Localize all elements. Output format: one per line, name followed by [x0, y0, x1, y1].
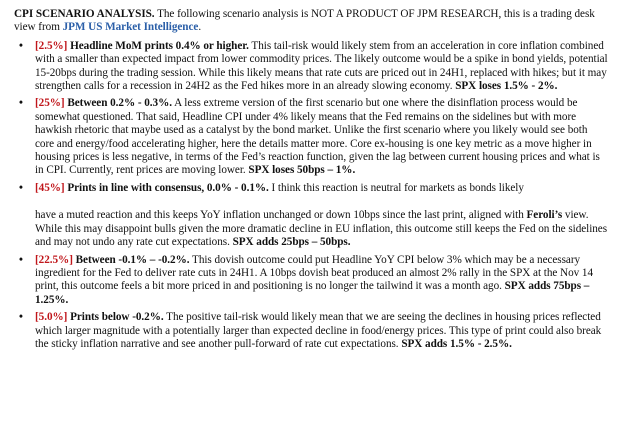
document-header: [14, 8, 608, 35]
scenario-outcome: SPX adds 25bps – 50bps.: [232, 236, 351, 249]
bullet-icon: •: [19, 181, 23, 194]
header-end: .: [198, 21, 202, 34]
scenario-body: This dovish outcome could put Headline YoY CPI below 3% which may be a necessary ingredient for the Fed to deliver rate cuts in 24H1. A 10bps dovish beat produced an almost 2% rally in the SPX at the Nov 14 print, this outcome feels a bit more priced in and positioning is no longer the tailwind it was a month ago.: [35, 253, 593, 293]
scenario-body: I think this reaction is neutral for markets as bonds likely: [268, 181, 524, 194]
bullet-icon: •: [19, 311, 23, 324]
scenario-heading: Prints below -0.2%.: [70, 311, 164, 324]
scenario-probability: [45%]: [35, 181, 65, 194]
scenario-body-continued: [35, 209, 608, 249]
scenario-body-cont-a: have a muted reaction and this keeps YoY inflation unchanged or down 10bps since the last print, aligned with: [35, 209, 527, 222]
scenario-heading: Between -0.1% – -0.2%.: [75, 253, 190, 266]
scenario-item-2: [12, 97, 608, 177]
document-title: CPI SCENARIO ANALYSIS.: [14, 8, 155, 20]
scenario-body: The positive tail-risk would likely mean that we are seeing the declines in housing prices reflected which larger magnitude with a potentially larger than expected decline in food/energy prices. This type of print could also break the sticky inflation narrative and see another pull-forward of rate cut expectations.: [35, 311, 602, 350]
analyst-name: Feroli’s: [526, 209, 563, 222]
bullet-icon: •: [19, 39, 23, 52]
scenario-probability: [5.0%]: [35, 311, 68, 324]
scenario-outcome: SPX adds 1.5% - 2.5%.: [401, 337, 512, 350]
scenario-body: This tail-risk would likely stem from an acceleration in core inflation combined with a smaller than expected impact from lower commodity prices. The likely outcome would be a spike in bond yields, potential 15-20bps during the trading session. While this likely means that rate cuts are priced out in 24H1, replaced with hikes; but it may strengthen calls for a recession in 24H2 as the Fed hikes more in an already slowing economy.: [35, 39, 608, 93]
scenario-heading: Headline MoM prints 0.4% or higher.: [70, 39, 249, 52]
scenario-item-3: [12, 182, 608, 250]
bullet-icon: •: [19, 253, 23, 266]
scenario-list: [12, 40, 608, 352]
scenario-body-cont-b: view. While this may disappoint bulls given the more dramatic decline in EU inflation, this outcome still keeps the Fed on the sidelines and may not undo any rate cut expectations.: [35, 209, 608, 249]
scenario-probability: [22.5%]: [35, 253, 73, 266]
scenario-item-1: [12, 40, 608, 94]
scenario-body: A less extreme version of the first scenario but one where the disinflation process would be somewhat questioned. That said, Headline CPI under 4% likely means that the Fed remains on the sidelines but with more hawkish rhetoric that maybe used as a catalyst by the bond market. Unlike the first scenario where you likely would see both core and energy/food accelerating higher, here the details matter more. Core ex-housing is one key metric as a move higher in housing prices is less negative, in terms of the Fed’s reaction function, given the lag between current housing prices and what is in CPI. Currently, rent prices are moving lower.: [35, 97, 600, 177]
scenario-outcome: SPX loses 1.5% - 2%.: [455, 80, 558, 93]
scenario-outcome: SPX adds 75bps – 1.25%.: [35, 280, 590, 306]
scenario-item-4: [12, 254, 608, 308]
scenario-item-5: [12, 311, 608, 351]
scenario-heading: Prints in line with consensus, 0.0% - 0.1%.: [67, 181, 269, 194]
scenario-probability: [2.5%]: [35, 39, 68, 52]
scenario-outcome: SPX loses 50bps – 1%.: [248, 164, 356, 177]
bullet-icon: •: [19, 97, 23, 110]
scenario-heading: Between 0.2% - 0.3%.: [67, 97, 172, 110]
page-break-gap: [35, 195, 608, 209]
jpm-market-intelligence-link[interactable]: JPM US Market Intelligence: [62, 21, 199, 34]
scenario-probability: [25%]: [35, 97, 65, 110]
header-intro: The following scenario analysis is NOT A PRODUCT OF JPM RESEARCH, this is a trading desk view from: [14, 8, 595, 34]
